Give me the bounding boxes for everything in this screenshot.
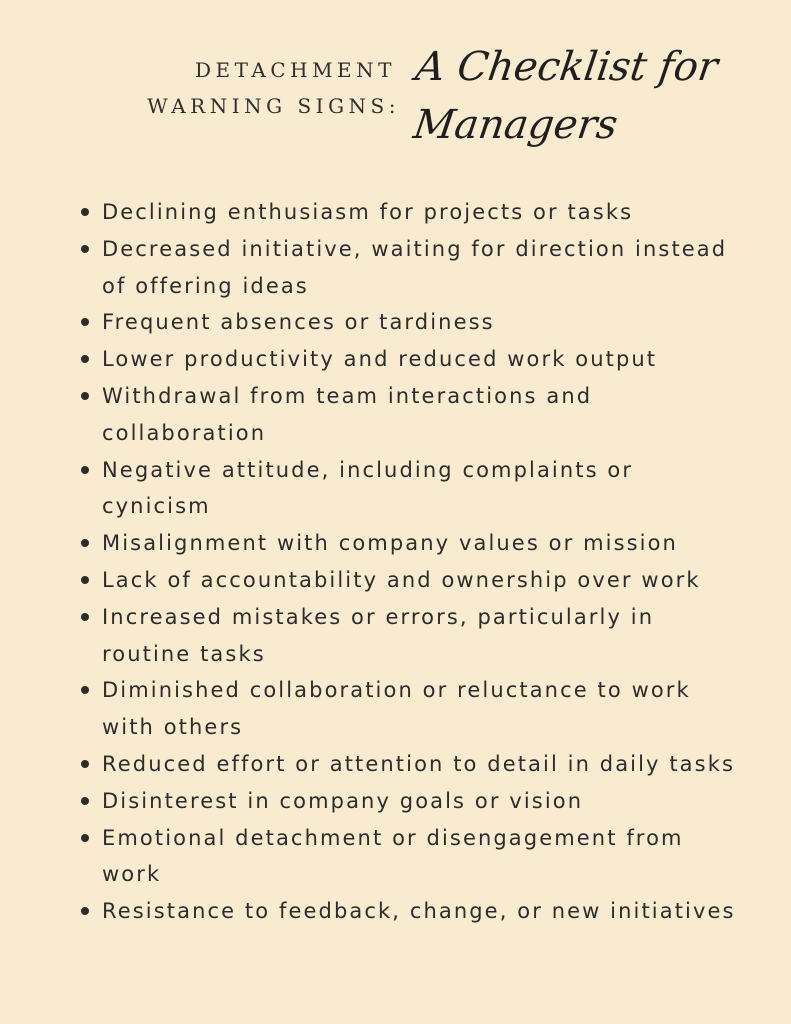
bullet-icon bbox=[81, 907, 89, 915]
list-item bbox=[78, 194, 738, 231]
warning-signs-list bbox=[78, 194, 738, 930]
list-item-text: Increased mistakes or errors, particularly in routine tasks bbox=[102, 604, 655, 666]
bullet-icon bbox=[81, 797, 89, 805]
list-item-text: Lower productivity and reduced work output bbox=[102, 347, 658, 372]
script-subtitle bbox=[404, 38, 750, 154]
bullet-icon bbox=[81, 392, 89, 400]
bullet-icon bbox=[81, 318, 89, 326]
list-item-text: Disinterest in company goals or vision bbox=[102, 788, 584, 813]
list-item bbox=[78, 525, 738, 562]
list-item bbox=[78, 672, 738, 746]
page-title bbox=[0, 52, 400, 124]
list-item-text: Withdrawal from team interactions and collaboration bbox=[102, 383, 593, 445]
list-item bbox=[78, 452, 738, 526]
list-item bbox=[78, 341, 738, 378]
list-item bbox=[78, 893, 738, 930]
list-item bbox=[78, 378, 738, 452]
bullet-icon bbox=[81, 686, 89, 694]
list-item-text: Lack of accountability and ownership over work bbox=[102, 567, 701, 592]
bullet-icon bbox=[81, 355, 89, 363]
title-line-1: DETACHMENT bbox=[195, 58, 396, 82]
list-item bbox=[78, 783, 738, 820]
list-item-text: Negative attitude, including complaints or cynicism bbox=[102, 457, 634, 519]
subtitle-line-2: Managers bbox=[410, 102, 621, 148]
list-item-text: Frequent absences or tardiness bbox=[102, 310, 495, 335]
bullet-icon bbox=[81, 539, 89, 547]
list-item bbox=[78, 820, 738, 894]
list-item-text: Resistance to feedback, change, or new initiatives bbox=[102, 899, 736, 924]
list-item-text: Diminished collaboration or reluctance to work with others bbox=[102, 678, 691, 740]
bullet-icon bbox=[81, 208, 89, 216]
list-item bbox=[78, 562, 738, 599]
list-item-text: Declining enthusiasm for projects or tasks bbox=[102, 200, 634, 224]
bullet-icon bbox=[81, 466, 89, 474]
list-item-text: Emotional detachment or disengagement from work bbox=[102, 825, 684, 887]
list-item-text: Decreased initiative, waiting for direction instead of offering ideas bbox=[102, 236, 728, 298]
list-item-text: Misalignment with company values or mission bbox=[102, 531, 678, 556]
bullet-icon bbox=[81, 760, 89, 768]
bullet-icon bbox=[81, 834, 89, 842]
title-line-2: WARNING SIGNS: bbox=[147, 94, 400, 118]
list-item bbox=[78, 304, 738, 341]
bullet-icon bbox=[81, 245, 89, 253]
list-item bbox=[78, 746, 738, 783]
list-item-text: Reduced effort or attention to detail in daily tasks bbox=[102, 751, 735, 776]
bullet-icon bbox=[81, 613, 89, 621]
list-item bbox=[78, 231, 738, 305]
subtitle-line-1: A Checklist for bbox=[412, 44, 721, 90]
bullet-icon bbox=[81, 576, 89, 584]
list-item bbox=[78, 599, 738, 673]
